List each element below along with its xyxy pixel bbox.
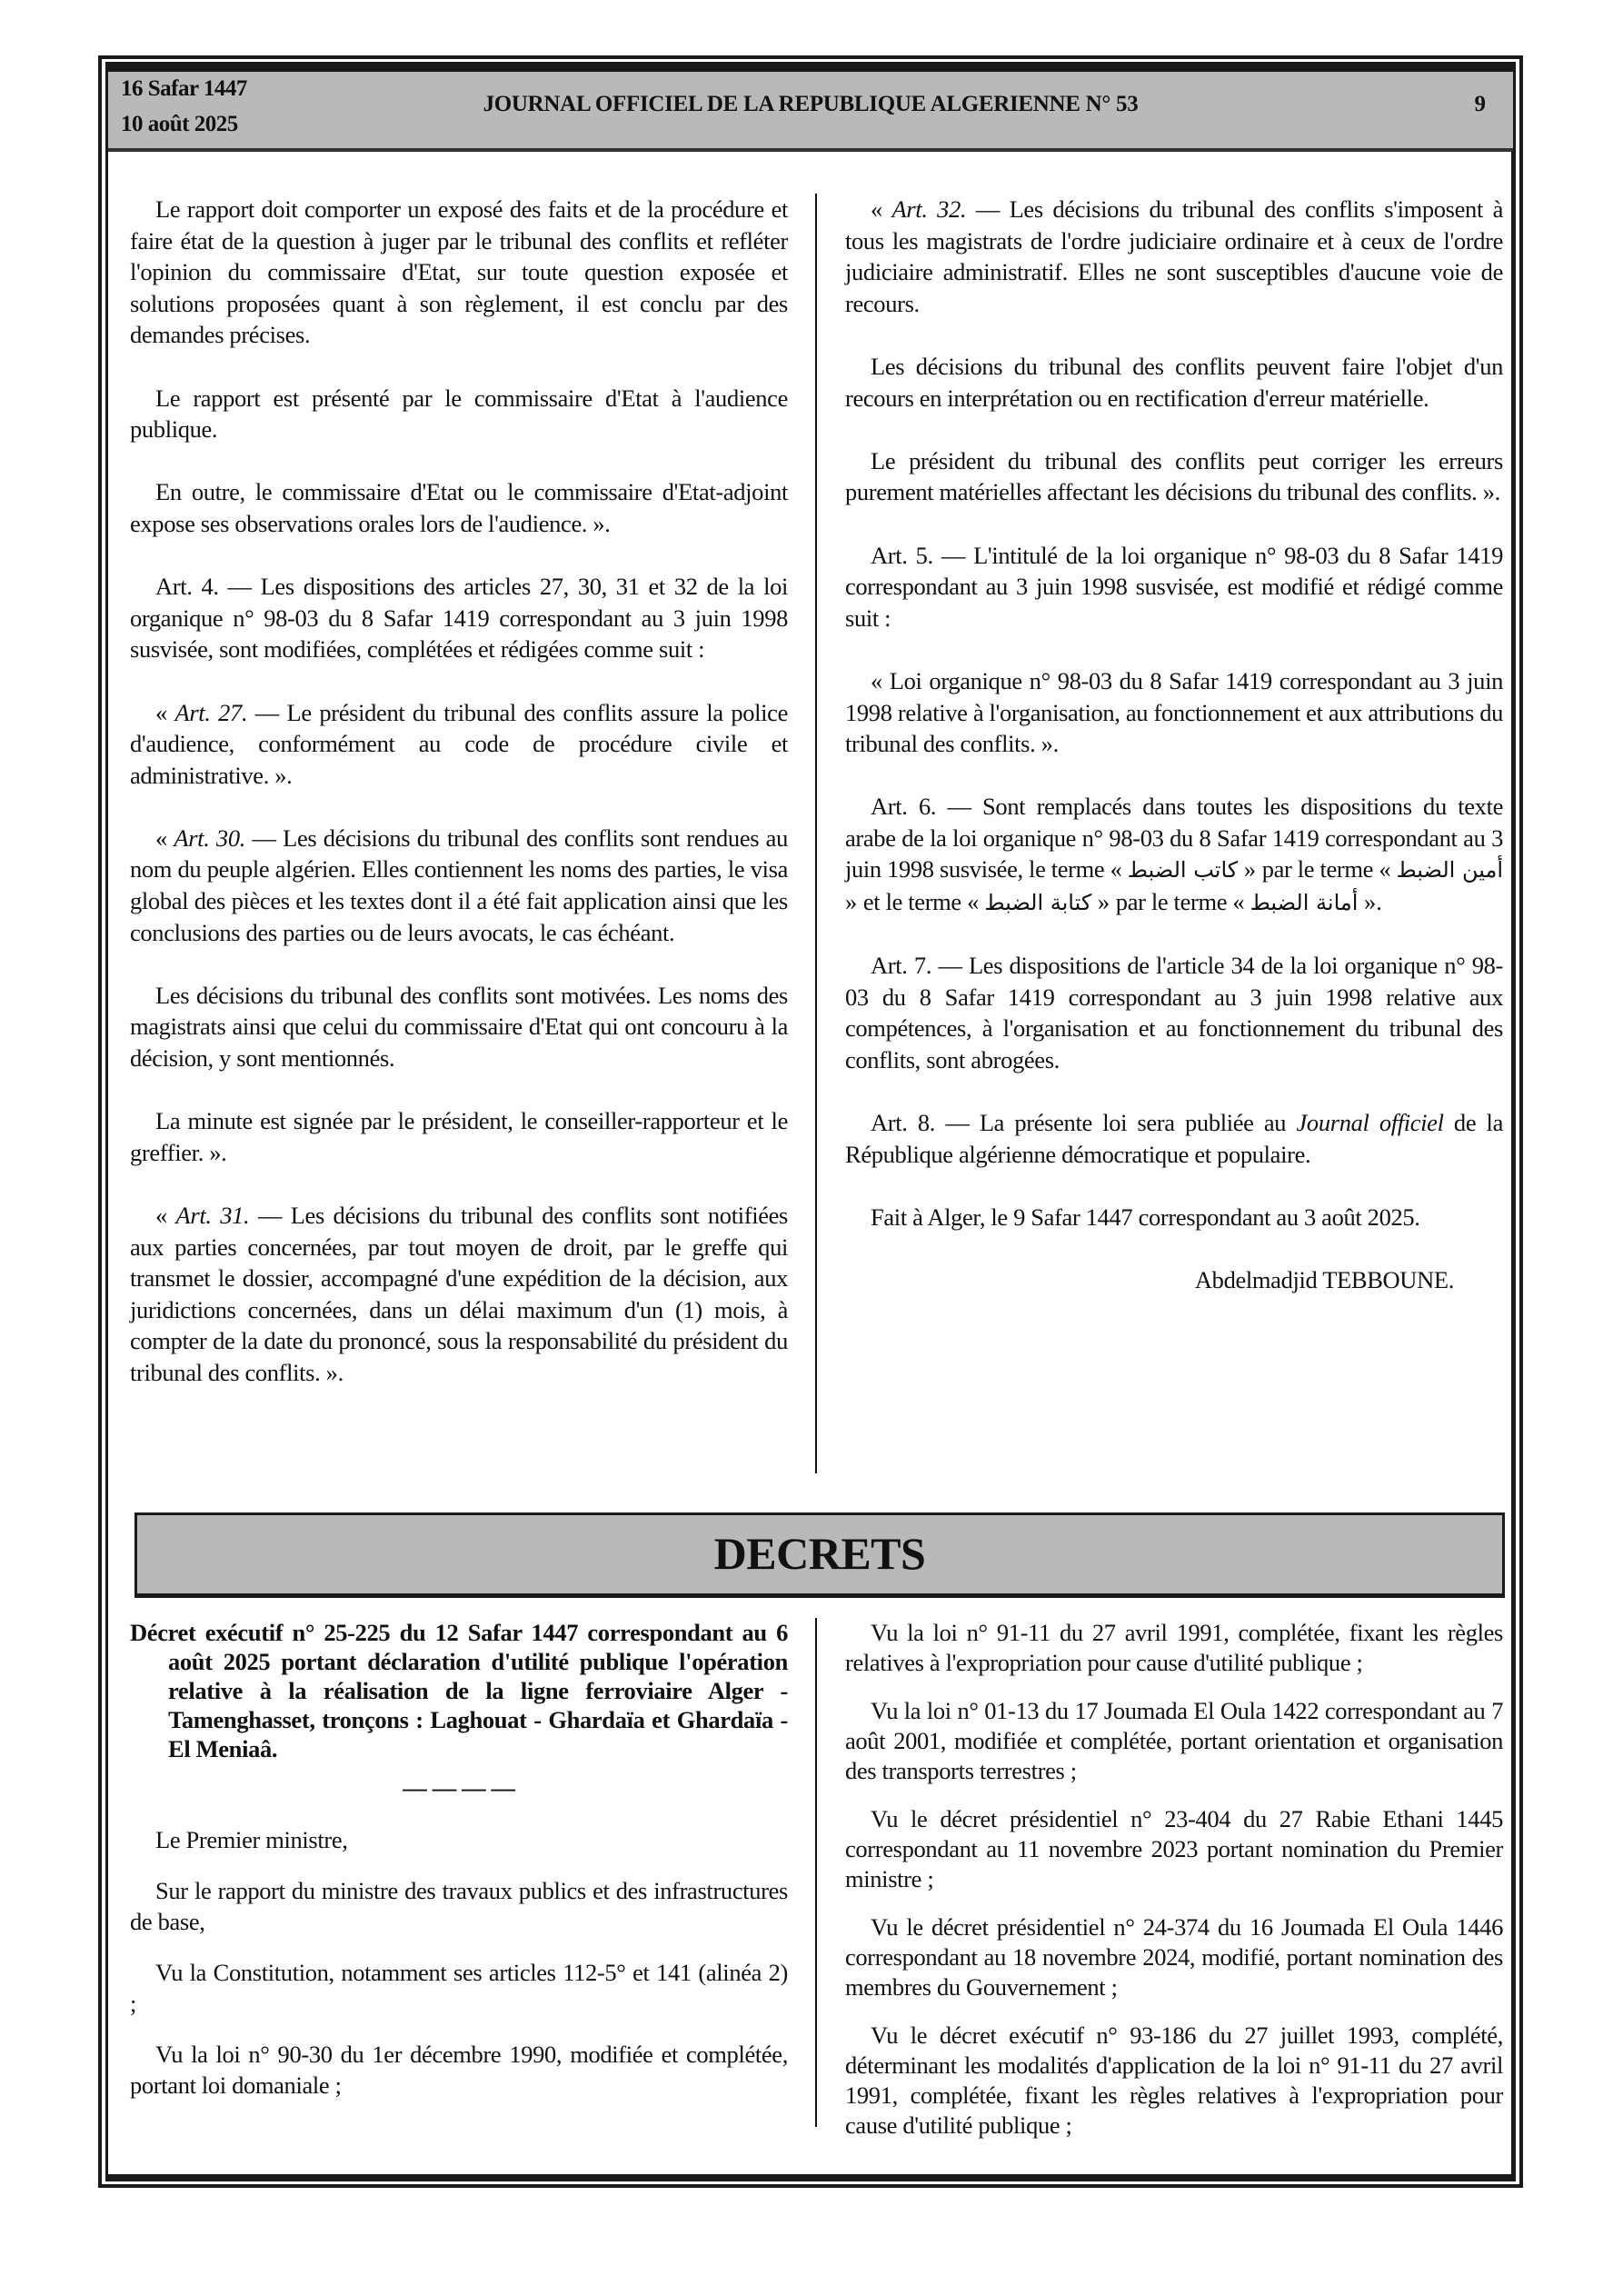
quote-open: «: [155, 698, 175, 726]
visa-item: Vu la loi n° 90-30 du 1er décembre 1990, modifiée et complétée, portant loi domaniale ;: [130, 2040, 788, 2099]
text: Art. 6. — Sont remplacés dans toutes les dispositions du texte arabe de la loi organique n° 98-03 du 8 Safar 1419 correspondant au 3 juin 1998 susvisée, le terme «: [845, 793, 1503, 883]
article-32: [845, 194, 1503, 319]
left-column-top: [130, 194, 788, 1420]
quote-open: «: [155, 824, 174, 852]
signature: Abdelmadjid TEBBOUNE.: [1194, 1266, 1454, 1294]
article-6: [845, 791, 1503, 918]
paragraph: Les décisions du tribunal des conflits peuvent faire l'objet d'un recours en interprétation ou en rectification d'erreur matérielle.: [845, 352, 1503, 412]
article-8: [845, 1107, 1503, 1170]
text: ».: [1358, 888, 1382, 916]
article-label: Art. 32.: [891, 195, 967, 223]
done-at: Fait à Alger, le 9 Safar 1447 correspondant au 3 août 2025.: [871, 1203, 1420, 1231]
article-text: — Le président du tribunal des conflits assure la police d'audience, conformément au code de procédure civile et administrative. ».: [130, 698, 788, 789]
paragraph: Le rapport est présenté par le commissaire d'Etat à l'audience publique.: [130, 384, 788, 444]
journal-header: [108, 65, 1513, 152]
paragraph: La minute est signée par le président, le conseiller-rapporteur et le greffier. ».: [130, 1107, 788, 1166]
paragraph: Le président du tribunal des conflits peut corriger les erreurs purement matérielles affectant les décisions du tribunal des conflits. ».: [845, 446, 1503, 506]
column-divider-top: [815, 194, 817, 1473]
journal-officiel-italic: Journal officiel: [1296, 1109, 1444, 1137]
text: Art. 8. — La présente loi sera publiée au: [871, 1109, 1297, 1137]
article-27: [130, 697, 788, 792]
quote-open: «: [871, 195, 892, 223]
visa-item: Vu la loi n° 01-13 du 17 Joumada El Oula 1422 correspondant au 7 août 2001, modifiée et complétée, portant orientation et organisation des transports terrestres ;: [845, 1697, 1503, 1784]
paragraph: En outre, le commissaire d'Etat ou le commissaire d'Etat-adjoint expose ses observations orales lors de l'audience. ».: [130, 478, 788, 537]
text: » par le terme «: [1091, 888, 1250, 916]
quote-open: «: [155, 1202, 176, 1229]
visa-item: Vu le décret exécutif n° 93-186 du 27 juillet 1993, complété, déterminant les modalités d'application de la loi n° 91-11 du 27 avril 1991, complétée, fixant les règles relatives à l'expropriation pour cause d'utilité publique ;: [845, 2021, 1503, 2139]
article-text: — Les décisions du tribunal des conflits sont notifiées aux parties concernées, par tout moyen de droit, par le greffe qui transmet le dossier, accompagné d'une expédition de la décision, aux juridictions concernées, dans un délai maximum d'un (1) mois, à compter de la date du prononcé, sous la responsabilité du président du tribunal des conflits. ».: [130, 1202, 788, 1386]
article-label: Art. 31.: [175, 1202, 250, 1229]
article-31: [130, 1200, 788, 1389]
visa-item: Vu la loi n° 91-11 du 27 avril 1991, complétée, fixant les règles relatives à l'expropriation pour cause d'utilité publique ;: [845, 1619, 1503, 1676]
arabic-term: أمين الضبط: [1396, 857, 1503, 883]
page-number: 9: [1474, 92, 1486, 116]
article-label: Art. 30.: [174, 824, 246, 852]
paragraph: Les décisions du tribunal des conflits sont motivées. Les noms des magistrats ainsi que celui du commissaire d'Etat qui ont concouru à la décision, y sont mentionnés.: [130, 981, 788, 1073]
decree-right-column: [845, 1618, 1503, 2159]
visa-item: Vu le décret présidentiel n° 24-374 du 16 Joumada El Oula 1446 correspondant au 18 novembre 2024, modifié, portant nomination des membres du Gouvernement ;: [845, 1913, 1503, 2001]
article-30: [130, 823, 788, 948]
column-divider-bottom: [815, 1618, 817, 2127]
article-text: — Les décisions du tribunal des conflits sont rendues au nom du peuple algérien. Elles contiennent les noms des parties, le visa global des pièces et les textes dont il a été fait application ainsi que les conclusions des parties ou de leurs avocats, le cas échéant.: [130, 824, 788, 946]
text: » par le terme «: [1238, 855, 1397, 883]
journal-title: JOURNAL OFFICIEL DE LA REPUBLIQUE ALGERIENNE N° 53: [483, 92, 1139, 116]
article-4: Art. 4. — Les dispositions des articles 27, 30, 31 et 32 de la loi organique n° 98-03 du 8 Safar 1419 correspondant au 3 juin 1998 susvisée, sont modifiées, complétées et rédigées comme suit :: [130, 573, 788, 664]
paragraph: Le rapport doit comporter un exposé des faits et de la procédure et faire état de la question à juger par le tribunal des conflits et refléter l'opinion du commissaire d'Etat, sur toute question exposée et solutions proposées quant à son règlement, il est conclu par des demandes précises.: [130, 195, 788, 349]
decree-title: Décret exécutif n° 25-225 du 12 Safar 1447 correspondant au 6 août 2025 portant déclaration d'utilité publique l'opération relative à la réalisation de la ligne ferroviaire Alger - Tamenghasset, tronçons : Laghouat - Ghardaïa et Ghardaïa - El Meniaâ.: [130, 1619, 788, 1762]
arabic-term: كتابة الضبط: [984, 890, 1092, 916]
article-7: Art. 7. — Les dispositions de l'article 34 de la loi organique n° 98-03 du 8 Safar 1419 correspondant au 3 juin 1998 relative aux compétences, à l'organisation et au fonctionnement du tribunal des conflits, sont abrogées.: [845, 952, 1503, 1074]
visa-item: Sur le rapport du ministre des travaux publics et des infrastructures de base,: [130, 1876, 788, 1935]
article-text: — Les décisions du tribunal des conflits s'imposent à tous les magistrats de l'ordre judiciaire ordinaire et à ceux de l'ordre judiciaire administratif. Elles ne sont susceptibles d'aucune voie de recours.: [845, 195, 1503, 317]
section-title-decrets: DECRETS: [134, 1512, 1505, 1598]
arabic-term: أمانة الضبط: [1250, 890, 1359, 916]
right-column-top: [845, 194, 1503, 1327]
hijri-date: 16 Safar 1447: [121, 76, 247, 101]
article-label: Art. 27.: [174, 698, 248, 726]
arabic-term: كاتب الضبط: [1127, 857, 1239, 883]
gregorian-date: 10 août 2025: [121, 112, 238, 136]
article-5-quote: « Loi organique n° 98-03 du 8 Safar 1419 correspondant au 3 juin 1998 relative à l'organisation, au fonctionnement et aux attributions du tribunal des conflits. ».: [845, 666, 1503, 758]
article-5: Art. 5. — L'intitulé de la loi organique n° 98-03 du 8 Safar 1419 correspondant au 3 juin 1998 susvisée, est modifié et rédigé comme suit :: [845, 541, 1503, 632]
separator: — — — —: [403, 1774, 515, 1802]
visa-item: Vu le décret présidentiel n° 23-404 du 27 Rabie Ethani 1445 correspondant au 11 novembre 2023 portant nomination du Premier ministre ;: [845, 1805, 1503, 1892]
text: » et le terme «: [845, 888, 985, 916]
visa-item: Vu la Constitution, notamment ses articles 112-5° et 141 (alinéa 2) ;: [130, 1958, 788, 2017]
visa-item: Le Premier ministre,: [155, 1825, 348, 1853]
text: de la République algérienne démocratique et populaire.: [845, 1109, 1503, 1168]
decree-left-column: [130, 1618, 788, 2121]
